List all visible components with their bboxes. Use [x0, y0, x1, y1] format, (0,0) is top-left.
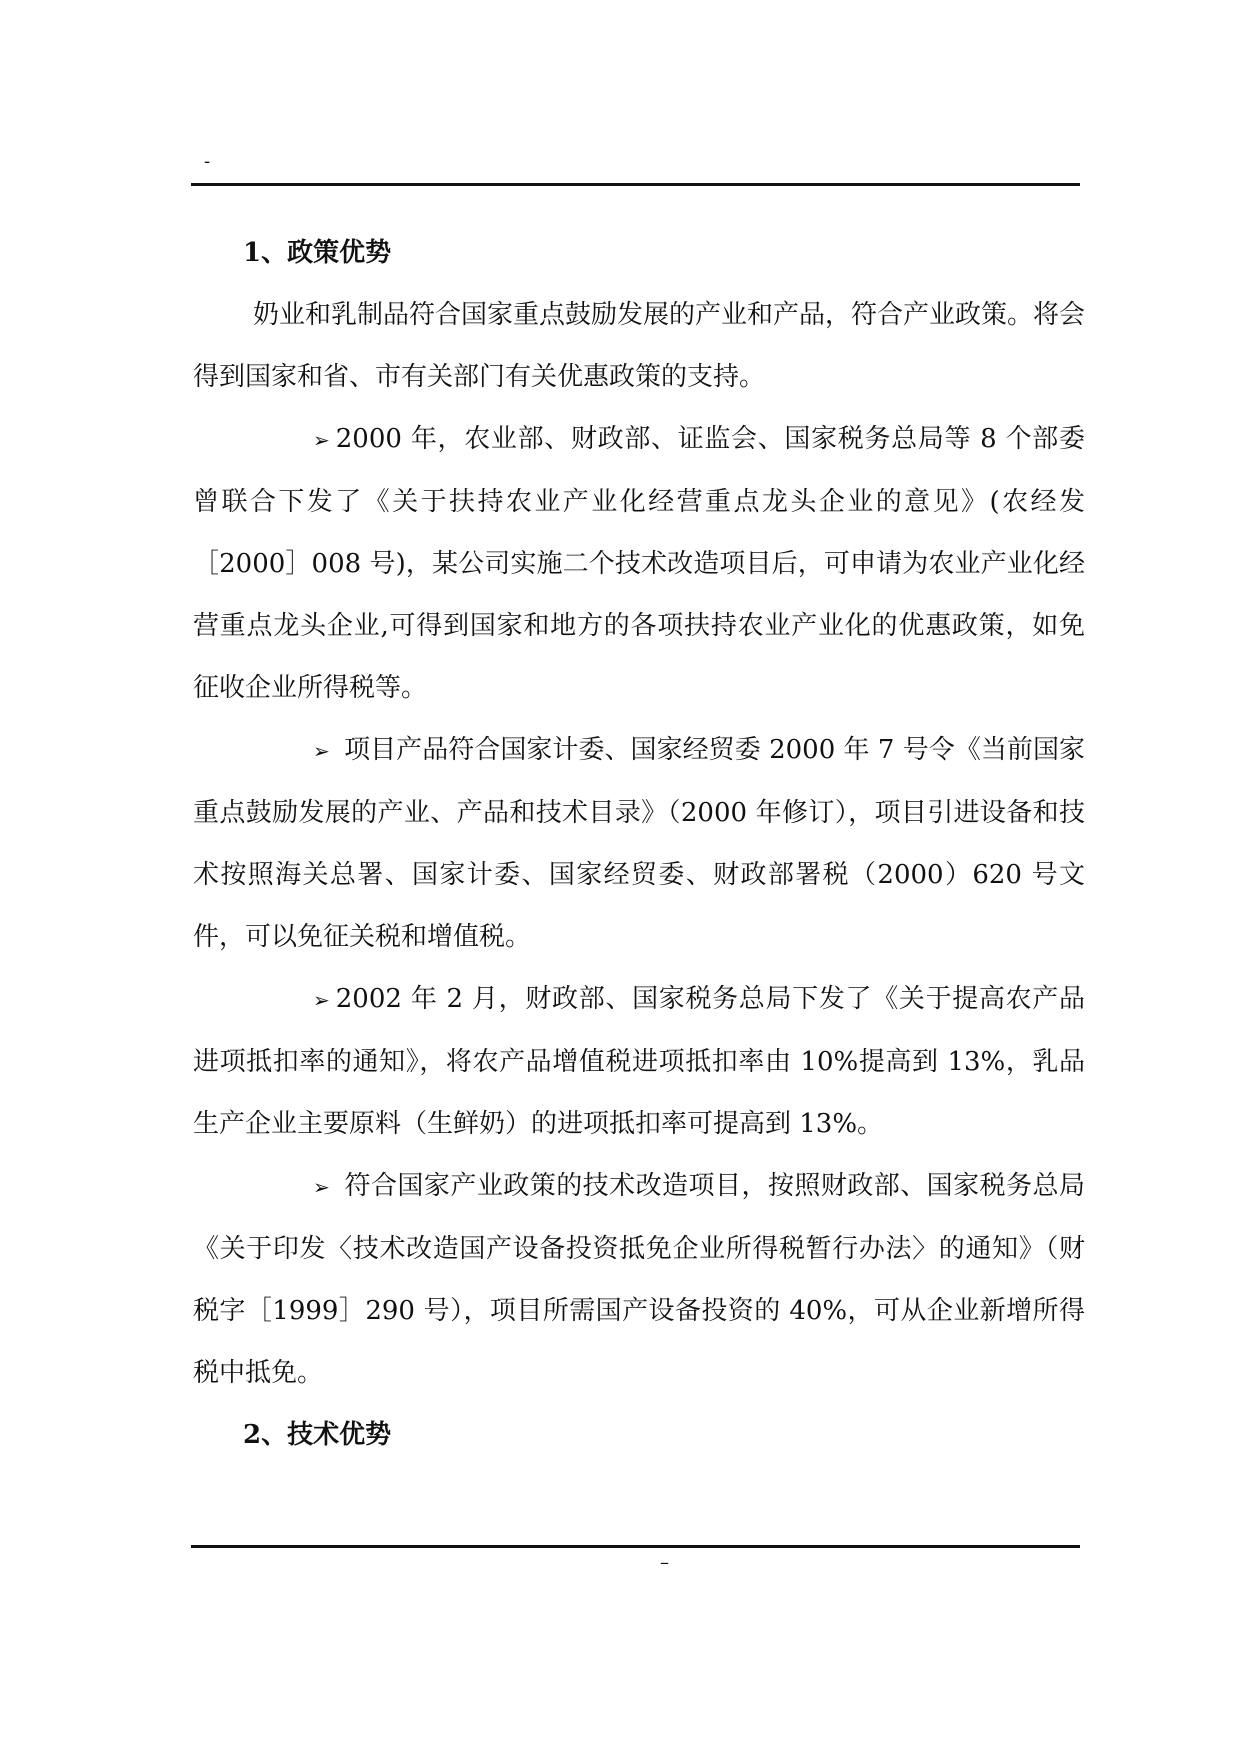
bullet-paragraph [193, 408, 1085, 719]
bullet-text: 2002 年 2 月，财政部、国家税务总局下发了《关于提高农产品进项抵扣率的通知》，将农产品增值税进项抵扣率由 10%提高到 13%，乳品生产企业主要原料（生鲜奶）的进项抵扣率可提高到 13%。 [193, 984, 1085, 1139]
section-heading-policy: 1、政策优势 [243, 238, 392, 268]
intro-paragraph: 奶业和乳制品符合国家重点鼓励发展的产业和产品，符合产业政策。将会得到国家和省、市有关部门有关优惠政策的支持。 [193, 300, 1086, 392]
bullet-text: 符合国家产业政策的技术改造项目，按照财政部、国家税务总局《关于印发〈技术改造国产设备投资抵免企业所得税暂行办法〉的通知》（财税字［1999］290 号），项目所需国产设备投资的 40%，可从企业新增所得税中抵免。 [193, 1171, 1085, 1388]
arrow-bullet-icon: ➢ [313, 988, 330, 1012]
page-header-mark: - [204, 151, 211, 172]
arrow-bullet-icon: ➢ [313, 739, 330, 763]
document-body [193, 222, 1085, 1466]
bullet-text: 2000 年，农业部、财政部、证监会、国家税务总局等 8 个部委曾联合下发了《关于扶持农业产业化经营重点龙头企业的意见》(农经发［2000］008 号)，某公司实施二个技术改造项目后，可申请为农业产业化经营重点龙头企业,可得到国家和地方的各项扶持农业产业化的优惠政策，如免征收企业所得税等。 [193, 424, 1086, 703]
page-footer-mark: – [660, 1552, 669, 1573]
header-rule [191, 183, 1080, 186]
arrow-bullet-icon: ➢ [313, 1175, 330, 1199]
bullet-paragraph [193, 719, 1085, 968]
section-heading-technology: 2、技术优势 [243, 1420, 392, 1450]
footer-rule [191, 1545, 1080, 1548]
bullet-paragraph [193, 1155, 1085, 1404]
bullet-text: 项目产品符合国家计委、国家经贸委 2000 年 7 号令《当前国家重点鼓励发展的产业、产品和技术目录》（2000 年修订），项目引进设备和技术按照海关总署、国家计委、国家经贸委、财政部署税（2000）620 号文件，可以免征关税和增值税。 [193, 735, 1085, 952]
arrow-bullet-icon: ➢ [313, 428, 330, 452]
bullet-paragraph [193, 968, 1085, 1155]
